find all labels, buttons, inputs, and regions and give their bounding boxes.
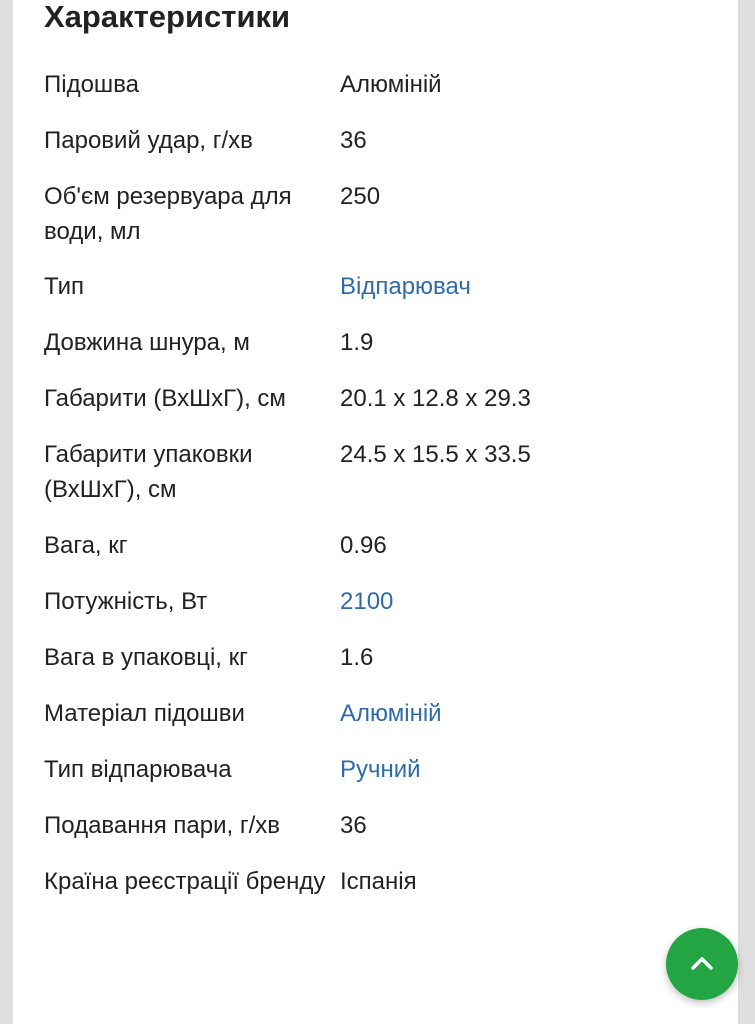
- spec-value: 250: [340, 183, 381, 210]
- spec-row: [44, 864, 724, 899]
- spec-row: [44, 437, 724, 507]
- spec-value-link[interactable]: Алюміній: [340, 700, 442, 727]
- spec-value: Іспанія: [340, 868, 417, 895]
- spec-label: Країна реєстрації бренду: [44, 868, 326, 895]
- spec-label: Габарити (ВхШхГ), см: [44, 385, 286, 412]
- spec-row: [44, 325, 724, 360]
- spec-value-link[interactable]: 2100: [340, 588, 394, 615]
- spec-row: [44, 123, 724, 158]
- spec-value: Алюміній: [340, 71, 442, 98]
- spec-value: 1.9: [340, 329, 374, 356]
- spec-label: Тип: [44, 273, 85, 300]
- spec-label: Габарити упаковки (ВхШхГ), см: [44, 441, 253, 503]
- spec-value: 24.5 x 15.5 x 33.5: [340, 441, 531, 468]
- spec-value-link[interactable]: Ручний: [340, 756, 421, 783]
- spec-row: [44, 269, 724, 304]
- spec-label: Вага, кг: [44, 532, 128, 559]
- spec-value: 36: [340, 127, 367, 154]
- spec-row: [44, 67, 724, 102]
- characteristics-card: [13, 0, 738, 1024]
- scroll-to-top-button[interactable]: [666, 928, 738, 1000]
- spec-label: Матеріал підошви: [44, 700, 245, 727]
- spec-row: [44, 528, 724, 563]
- spec-row: [44, 752, 724, 787]
- page-title: Характеристики: [44, 0, 291, 34]
- spec-value: 1.6: [340, 644, 374, 671]
- spec-list: [44, 67, 724, 899]
- spec-row: [44, 584, 724, 619]
- spec-row: [44, 179, 724, 249]
- spec-label: Об'єм резервуара для води, мл: [44, 183, 292, 245]
- spec-label: Паровий удар, г/хв: [44, 127, 253, 154]
- chevron-up-icon: [687, 949, 717, 979]
- spec-value: 0.96: [340, 532, 387, 559]
- spec-label: Подавання пари, г/хв: [44, 812, 281, 839]
- spec-value-link[interactable]: Відпарювач: [340, 273, 471, 300]
- spec-value: 36: [340, 812, 367, 839]
- spec-label: Вага в упаковці, кг: [44, 644, 248, 671]
- spec-row: [44, 808, 724, 843]
- spec-label: Потужність, Вт: [44, 588, 208, 615]
- spec-label: Тип відпарювача: [44, 756, 232, 783]
- spec-row: [44, 696, 724, 731]
- spec-row: [44, 381, 724, 416]
- spec-value: 20.1 x 12.8 x 29.3: [340, 385, 531, 412]
- spec-row: [44, 640, 724, 675]
- spec-label: Підошва: [44, 71, 140, 98]
- spec-label: Довжина шнура, м: [44, 329, 250, 356]
